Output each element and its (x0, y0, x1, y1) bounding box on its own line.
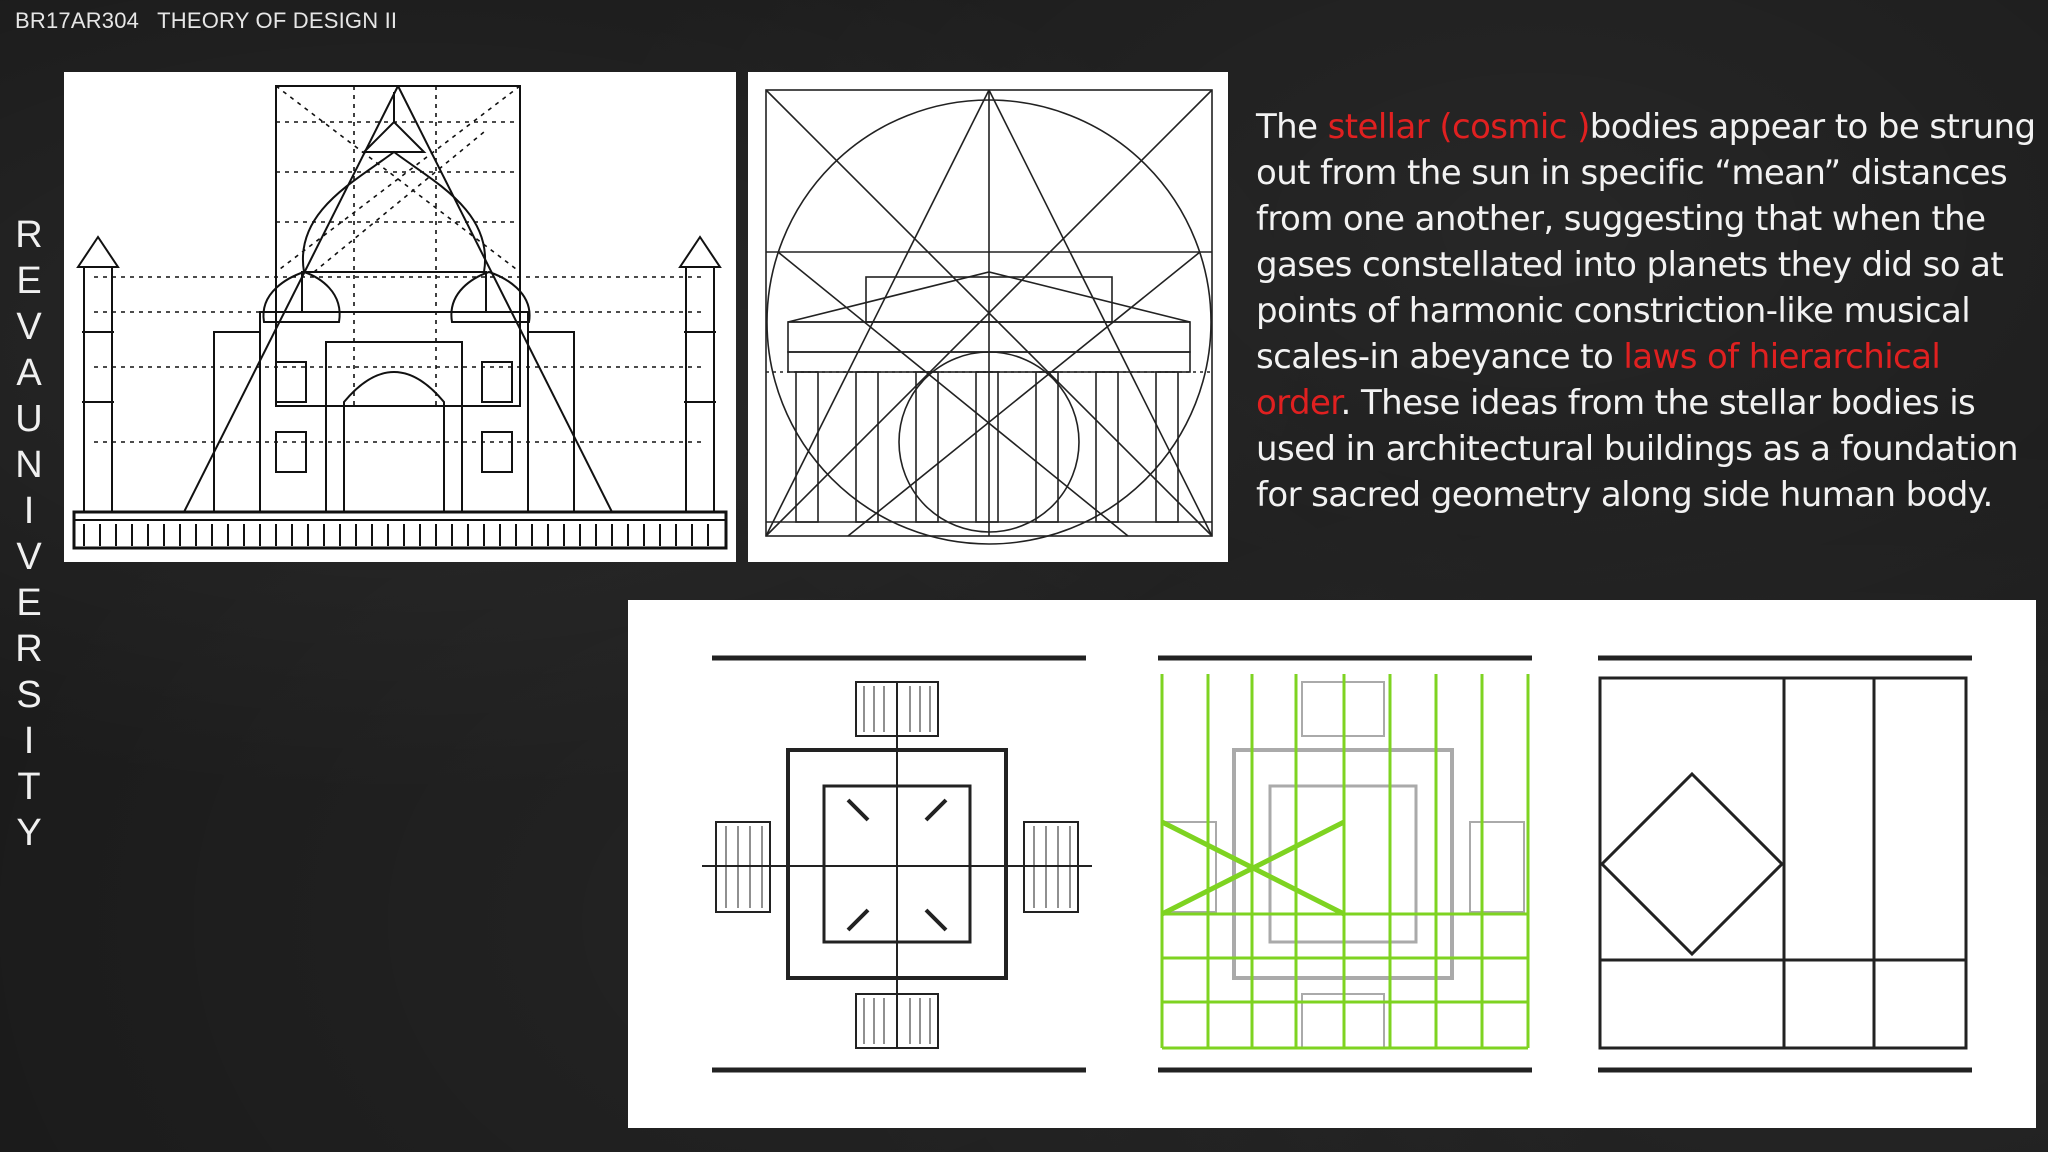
taj-mahal-drawing (64, 72, 736, 562)
plan-diagrams (628, 600, 2036, 1128)
course-title: THEORY OF DESIGN II (157, 8, 398, 33)
letter: A (16, 352, 42, 394)
letter: I (23, 490, 35, 532)
course-code: BR17AR304 (15, 8, 140, 33)
description-paragraph (1256, 104, 2036, 518)
letter: U (15, 398, 43, 440)
letter: I (23, 720, 35, 762)
para-text-2: bodies appear to be strung out from the sun in specific “mean” distances from one another, suggesting that when the gases constellated into planets they did so at points of harmonic constriction-like musical scales-in abeyance to (1256, 107, 2036, 377)
highlight-stellar-cosmic: stellar (cosmic ) (1327, 107, 1590, 147)
villa-plan-analysis-image (628, 600, 2036, 1128)
vertical-university-label (12, 212, 46, 856)
letter: R (15, 628, 43, 670)
letter: T (17, 766, 41, 808)
letter: E (16, 260, 42, 302)
letter: S (16, 674, 42, 716)
letter: E (16, 582, 42, 624)
letter: R (15, 214, 43, 256)
para-text-3: . These ideas from the stellar bodies is used in architectural buildings as a foundation for sacred geometry along side human body. (1256, 383, 2018, 515)
letter: N (15, 444, 43, 486)
slide-header (15, 8, 397, 34)
letter: Y (16, 812, 42, 854)
letter: V (16, 306, 42, 348)
letter: V (16, 536, 42, 578)
taj-mahal-elevation-image (64, 72, 736, 562)
temple-drawing (748, 72, 1228, 562)
highlight-hierarchical-order: laws of hierarchical order (1256, 337, 1941, 423)
para-text-1: The (1256, 107, 1328, 147)
temple-proportion-image (748, 72, 1228, 562)
